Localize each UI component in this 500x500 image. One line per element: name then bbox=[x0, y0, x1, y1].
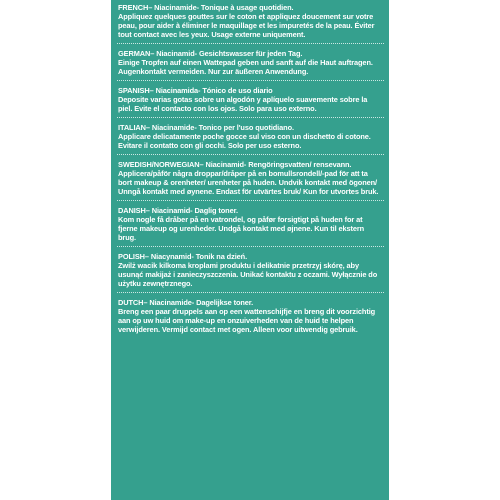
section-spanish bbox=[118, 86, 383, 118]
instructions-text: Kom nogle få dråber på en vatrondel, og påfør forsigtigt på huden for at fjerne makeup og urenheder. Undgå kontakt med øjnene. Kun til ekstern brug. bbox=[118, 215, 365, 242]
product-name: Niacinamid- Rengöringsvatten/ rensevann. bbox=[203, 160, 352, 169]
section-heading bbox=[118, 298, 383, 307]
section-heading bbox=[118, 123, 383, 132]
instructions-text: Deposite varias gotas sobre un algodón y aplíquelo suavemente sobre la piel. Evite el contacto con los ojos. Solo para uso externo. bbox=[118, 95, 368, 113]
language-name: SPANISH– bbox=[118, 86, 154, 95]
section-heading bbox=[118, 86, 383, 95]
section-heading bbox=[118, 252, 383, 261]
instructions-text: Appliquez quelques gouttes sur le coton et appliquez doucement sur votre peau, pour aider à éliminer le maquillage et les impuretés de la peau. Éviter tout contact avec les yeux. Usage externe uniquement. bbox=[118, 12, 375, 39]
section-danish bbox=[118, 206, 383, 247]
section-heading bbox=[118, 160, 383, 169]
instructions-text: Applicare delicatamente poche gocce sul viso con un dischetto di cotone. Evitare il contatto con gli occhi. Solo per uso esterno. bbox=[118, 132, 371, 150]
instructions-text: Zwilż wacik kilkoma kroplami produktu i delikatnie przetrzyj skórę, aby usunąć makijaż i zanieczyszczenia. Unikać kontaktu z oczami. Wyłącznie do użytku zewnętrznego. bbox=[118, 261, 378, 288]
section-heading bbox=[118, 3, 383, 12]
label-panel bbox=[111, 0, 389, 500]
language-name: ITALIAN– bbox=[118, 123, 150, 132]
section-italian bbox=[118, 123, 383, 155]
product-name: Niacinamide- Tonico per l'uso quotidiano. bbox=[149, 123, 294, 132]
instructions-text: Einige Tropfen auf einen Wattepad geben und sanft auf die Haut auftragen. Augenkontakt vermeiden. Nur zur äußeren Anwendung. bbox=[118, 58, 373, 76]
language-name: GERMAN– bbox=[118, 49, 155, 58]
language-name: DANISH– bbox=[118, 206, 150, 215]
section-french bbox=[118, 3, 383, 44]
section-heading bbox=[118, 49, 383, 58]
section-dutch bbox=[118, 298, 383, 339]
language-name: POLISH– bbox=[118, 252, 149, 261]
section-heading bbox=[118, 206, 383, 215]
section-german bbox=[118, 49, 383, 81]
language-name: SWEDISH/NORWEGIAN– bbox=[118, 160, 204, 169]
product-name: Niacinamide- Tonique à usage quotidien. bbox=[152, 3, 294, 12]
instructions-text: Applicera/påför några droppar/dråper på en bomullsrondell/-pad för att ta bort makeup & orenheter/ urenheter på huden. Undvik kontakt med ögonen/ Unngå kontakt med øynene. Endast för utvärtes bruk/ Kun for utvortes bruk. bbox=[118, 169, 379, 196]
instructions-text: Breng een paar druppels aan op een wattenschijfje en breng dit voorzichtig aan op uw huid om make-up en onzuiverheden van de huid te helpen verwijderen. Vermijd contact met ogen. Alleen voor uitwendig gebruik. bbox=[118, 307, 376, 334]
language-name: DUTCH– bbox=[118, 298, 148, 307]
product-name: Niacinamid- Daglig toner. bbox=[149, 206, 238, 215]
product-name: Niacinamida- Tónico de uso diario bbox=[153, 86, 273, 95]
language-name: FRENCH– bbox=[118, 3, 153, 12]
product-name: Niacinamide- Dagelijkse toner. bbox=[147, 298, 254, 307]
section-swedish-norwegian bbox=[118, 160, 383, 201]
product-name: Niacinamid- Gesichtswasser für jeden Tag. bbox=[154, 49, 303, 58]
section-polish bbox=[118, 252, 383, 293]
product-name: Niacynamid- Tonik na dzień. bbox=[148, 252, 248, 261]
